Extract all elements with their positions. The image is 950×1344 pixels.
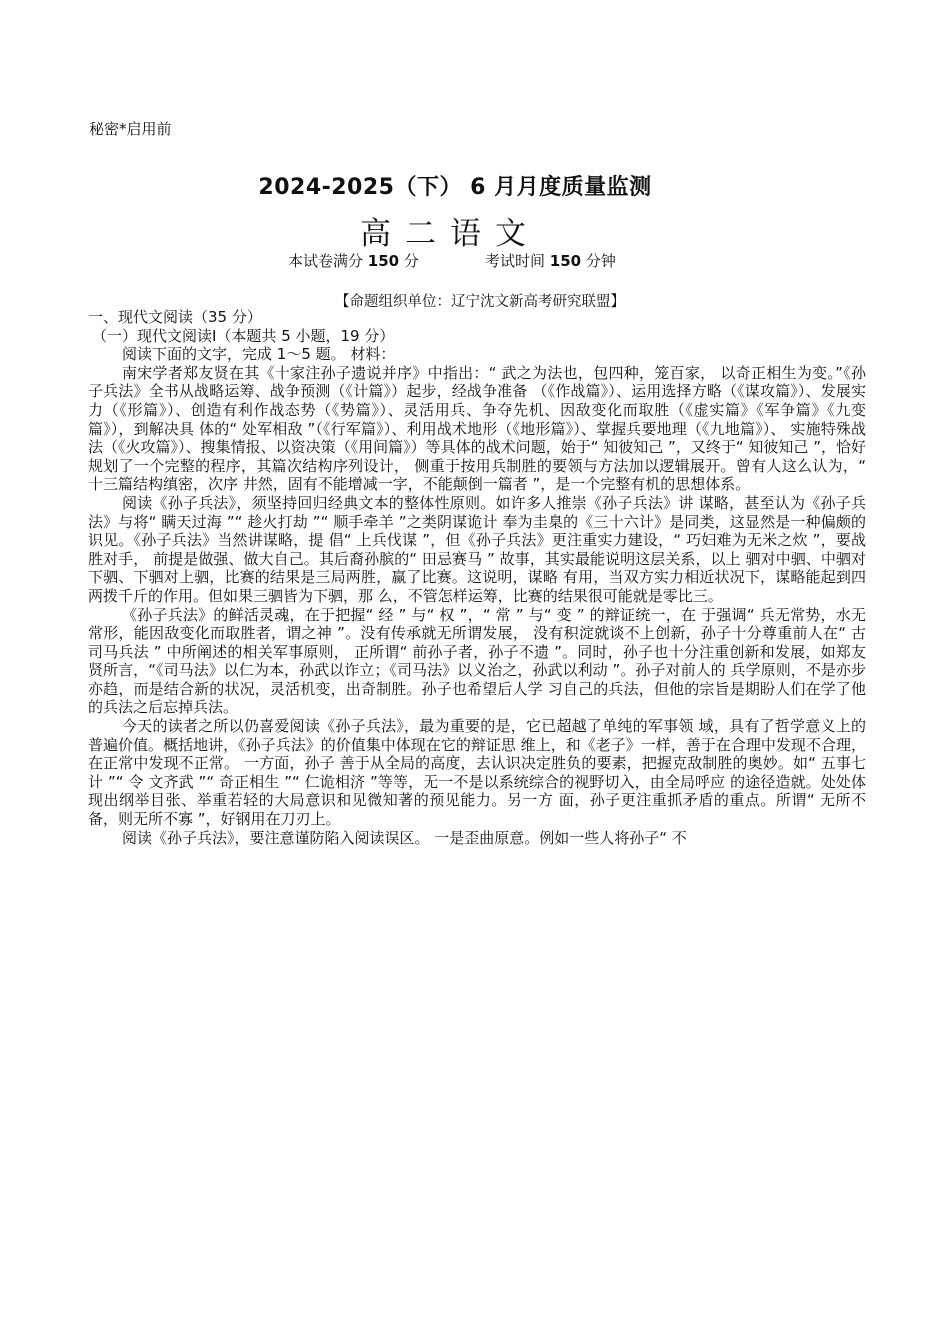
subsection-heading: （一）现代文阅读Ⅰ（本题共 5 小题，19 分） — [92, 326, 395, 345]
paragraph: 阅读《孙子兵法》，须坚持回归经典文本的整体性原则。如许多人推崇《孙子兵法》讲 谋略，甚至认为《孙子兵法》与将“ 瞒天过海 ”“ 趁火打劫 ”“ 顺手牵羊 ”之类阴谋诡计 奉为圭臬的《三十六计》是同类，这显然是一种偏颇的识见。《孙子兵法》当然讲谋略，提 倡“ 上兵伐谋 ”，但《孙子兵法》更注重实力建设，“ 巧妇难为无米之炊 ”，要战胜对手， 前提是做强、做大自己。其后裔孙膑的“ 田忌赛马 ” 故事，其实最能说明这层关系，以上 驷对中驷、中驷对下驷、下驷对上驷，比赛的结果是三局两胜，赢了比赛。这说明，谋略 有用，当双方实力相近状况下，谋略能起到四两拨千斤的作用。但如果三驷皆为下驷，那 么，不管怎样运筹，比赛的结果很可能就是零比三。 — [88, 493, 866, 605]
confidential-label: 秘密*启用前 — [89, 120, 172, 138]
paragraph: 阅读《孙子兵法》，要注意谨防陷入阅读误区。 一是歪曲原意。例如一些人将孙子“ 不 — [122, 828, 687, 847]
section-heading: 一、现代文阅读（35 分） — [88, 308, 262, 326]
full-score-info — [288, 250, 419, 271]
exam-time-info — [485, 250, 616, 271]
exam-time-value: 150 — [549, 252, 582, 270]
reading-instruction: 阅读下面的文字，完成 1～5 题。 材料： — [122, 345, 396, 364]
paragraph: 南宋学者郑友贤在其《十家注孙子遗说并序》中指出：“ 武之为法也，包四种，笼百家， 以奇正相生为变。”《孙子兵法》全书从战略运筹、战争预测（《计篇》）起步，经战争准备 （《作战篇》）、运用选择方略（《谋攻篇》）、发展实力（《形篇》）、创造有利作战态势（《势篇》）、灵活用兵、争夺先机、因敌变化而取胜（《虚实篇》《军争篇》《九变篇》），到解决具 体的“ 处军相敌 ”（《行军篇》）、利用战术地形（《地形篇》）、掌握兵要地理（《九地篇》）、 实施特殊战法（《火攻篇》）、搜集情报、以资决策（《用间篇》）等具体的战术问题，始于“ 知彼知己 ”，又终于“ 知彼知己 ”，恰好规划了一个完整的程序，其篇次结构序列设计， 侧重于按用兵制胜的要领与方法加以逻辑展开。曾有人这么认为，“ 十三篇结构缜密，次序 井然，固有不能增减一字，不能颠倒一篇者 ”，是一个完整有机的思想体系。 — [88, 363, 866, 494]
full-score-value: 150 — [367, 252, 400, 270]
paragraph: 《孙子兵法》的鲜活灵魂，在于把握“ 经 ” 与“ 权 ”，“ 常 ” 与“ 变 ” 的辩证统一，在 于强调“ 兵无常势，水无常形，能因敌变化而取胜者，谓之神 ”。没有传承就无所谓发展， 没有积淀就谈不上创新，孙子十分尊重前人在“ 古司马兵法 ” 中所阐述的相关军事原则， 正所谓“ 前孙子者，孙子不遗 ”。同时，孙子也十分注重创新和发展，如郑友贤所言，“《司马法》以仁为本，孙武以诈立；《司马法》以义治之，孙武以利动 ”。孙子对前人的 兵学原则，不是亦步亦趋，而是结合新的状况，灵活机变，出奇制胜。孙子也希望后人学 习自己的兵法，但他的宗旨是期盼人们在学了他的兵法之后忘掉兵法。 — [88, 605, 866, 717]
full-score-label: 本试卷满分 — [288, 252, 364, 270]
full-score-unit: 分 — [403, 252, 419, 270]
paragraph: 今天的读者之所以仍喜爱阅读《孙子兵法》，最为重要的是，它已超越了单纯的军事领 域，具有了哲学意义上的普遍价值。概括地讲，《孙子兵法》的价值集中体现在它的辩证思 维上，和《老子》一样，善于在合理中发现不合理，在正常中发现不正常。 一方面，孙子 善于从全局的高度，去认识决定胜负的要素，把握克敌制胜的奥妙。如“ 五事七计 ”“ 令 文齐武 ”“ 奇正相生 ”“ 仁诡相济 ”等等，无一不是以系统综合的视野切入，由全局呼应 的途径造就。处处体现出纲举目张、举重若轻的大局意识和见微知著的预见能力。另一方 面，孙子更注重抓矛盾的重点。所谓“ 无所不备，则无所不寡 ”，好钢用在刀刃上。 — [88, 717, 866, 829]
exam-title: 2024-2025（下） 6 月月度质量监测 — [258, 175, 652, 200]
organizer-label: 【命题组织单位：辽宁沈文新高考研究联盟】 — [335, 294, 625, 310]
exam-time-label: 考试时间 — [485, 252, 546, 270]
exam-time-unit: 分钟 — [585, 252, 616, 270]
reading-body — [88, 308, 866, 847]
subject-title: 高二语文 — [360, 216, 540, 252]
